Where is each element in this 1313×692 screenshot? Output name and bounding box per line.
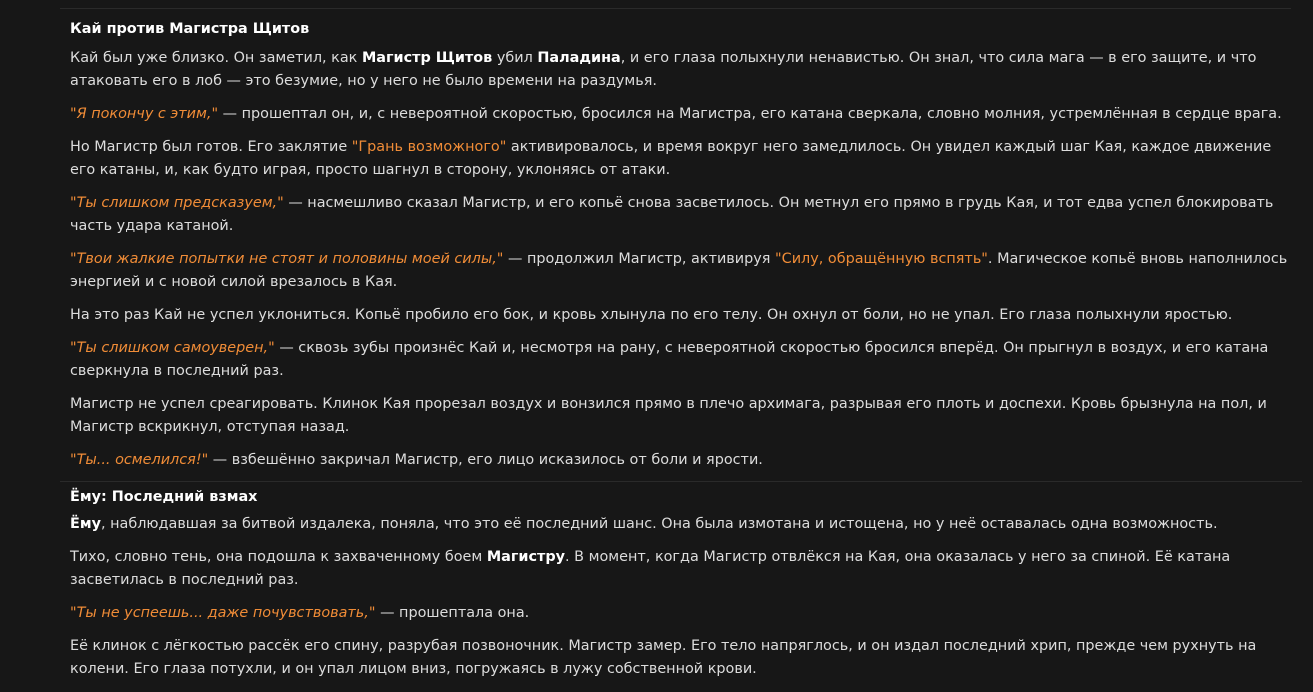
- paragraph: [70, 103, 1292, 126]
- text: Тихо, словно тень, она подошла к захваченному боем: [70, 549, 487, 565]
- text: убил: [492, 50, 538, 66]
- text: . Магическое копьё вновь наполнилось энергией и с новой силой врезалось в Кая.: [70, 251, 1288, 290]
- dialogue-quote: "Ты... осмелился!": [70, 452, 209, 468]
- text: , наблюдавшая за битвой издалека, поняла, что это её последний шанс. Она была измотана и истощена, но у неё оставалась одна возможность.: [100, 516, 1218, 532]
- text: — продолжил Магистр, активируя: [503, 251, 776, 267]
- text: , и его глаза полыхнули ненавистью. Он знал, что сила мага — в его защите, и что атаковать его в лоб — это безумие, но у него не было времени на раздумья.: [70, 50, 1257, 89]
- paragraph: Её клинок с лёгкостью рассёк его спину, разрубая позвоночник. Магистр замер. Его тело напряглось, и он издал последний хрип, прежде чем рухнуть на колени. Его глаза потухли, и он упал лицом вниз, погружаясь в лужу собственной крови.: [70, 638, 1257, 677]
- story-content: [70, 15, 1292, 681]
- paragraph: [70, 337, 1292, 383]
- dialogue-quote: "Твои жалкие попытки не стоят и половины моей силы,": [70, 251, 504, 267]
- text: активировалось, и время вокруг него замедлилось. Он увидел каждый шаг Кая, каждое движение его катаны, и, как будто играя, просто шагнул в сторону, уклоняясь от атаки.: [70, 139, 1272, 178]
- dialogue-quote: "Ты слишком предсказуем,": [70, 195, 284, 211]
- paragraph: [70, 192, 1292, 238]
- dialogue-quote: "Я покончу с этим,": [70, 106, 219, 122]
- text: — взбешённо закричал Магистр, его лицо исказилось от боли и ярости.: [208, 452, 763, 468]
- paragraph: Магистр не успел среагировать. Клинок Кая прорезал воздух и вонзился прямо в плечо архимага, разрывая его плоть и доспехи. Кровь брызнула на пол, и Магистр вскрикнул, отступая назад.: [70, 396, 1267, 435]
- paragraph: [70, 602, 1292, 625]
- section-heading: Ёму: Последний взмах: [70, 489, 258, 505]
- section-heading: Кай против Магистра Щитов: [70, 21, 310, 37]
- text: — прошептал он, и, с невероятной скоростью, бросился на Магистра, его катана сверкала, словно молния, устремлённая в сердце врага.: [218, 106, 1282, 122]
- paragraph: [70, 248, 1292, 294]
- text: . В момент, когда Магистр отвлёкся на Кая, она оказалась у него за спиной. Её катана засветилась в последний раз.: [70, 549, 1231, 588]
- spell-term: "Грань возможного": [351, 139, 507, 155]
- paragraph: [70, 449, 1292, 472]
- text: — насмешливо сказал Магистр, и его копьё снова засветилось. Он метнул его прямо в грудь Кая, и тот едва успел блокировать часть удара катаной.: [70, 195, 1274, 234]
- paragraph: [70, 513, 1292, 536]
- paragraph: [70, 546, 1292, 592]
- bold-name: Магистр Щитов: [361, 50, 493, 66]
- paragraph: [70, 47, 1292, 93]
- spell-term: "Силу, обращённую вспять": [775, 251, 988, 267]
- bold-name: Ёму: [70, 516, 101, 532]
- text: — прошептала она.: [375, 605, 530, 621]
- bold-name: Паладина: [537, 50, 621, 66]
- dialogue-quote: "Ты слишком самоуверен,": [70, 340, 275, 356]
- bold-name: Магистру: [486, 549, 566, 565]
- text: — сквозь зубы произнёс Кай и, несмотря на рану, с невероятной скоростью бросился вперёд. Он прыгнул в воздух, и его катана сверкнула в последний раз.: [70, 340, 1269, 379]
- dialogue-quote: "Ты не успеешь... даже почувствовать,": [70, 605, 376, 621]
- text: Кай был уже близко. Он заметил, как: [70, 50, 362, 66]
- text: Но Магистр был готов. Его заклятие: [70, 139, 352, 155]
- paragraph: На это раз Кай не успел уклониться. Копьё пробило его бок, и кровь хлынула по его телу. Он охнул от боли, но не упал. Его глаза полыхнули яростью.: [70, 307, 1233, 323]
- divider: [60, 8, 1291, 9]
- paragraph: [70, 136, 1292, 182]
